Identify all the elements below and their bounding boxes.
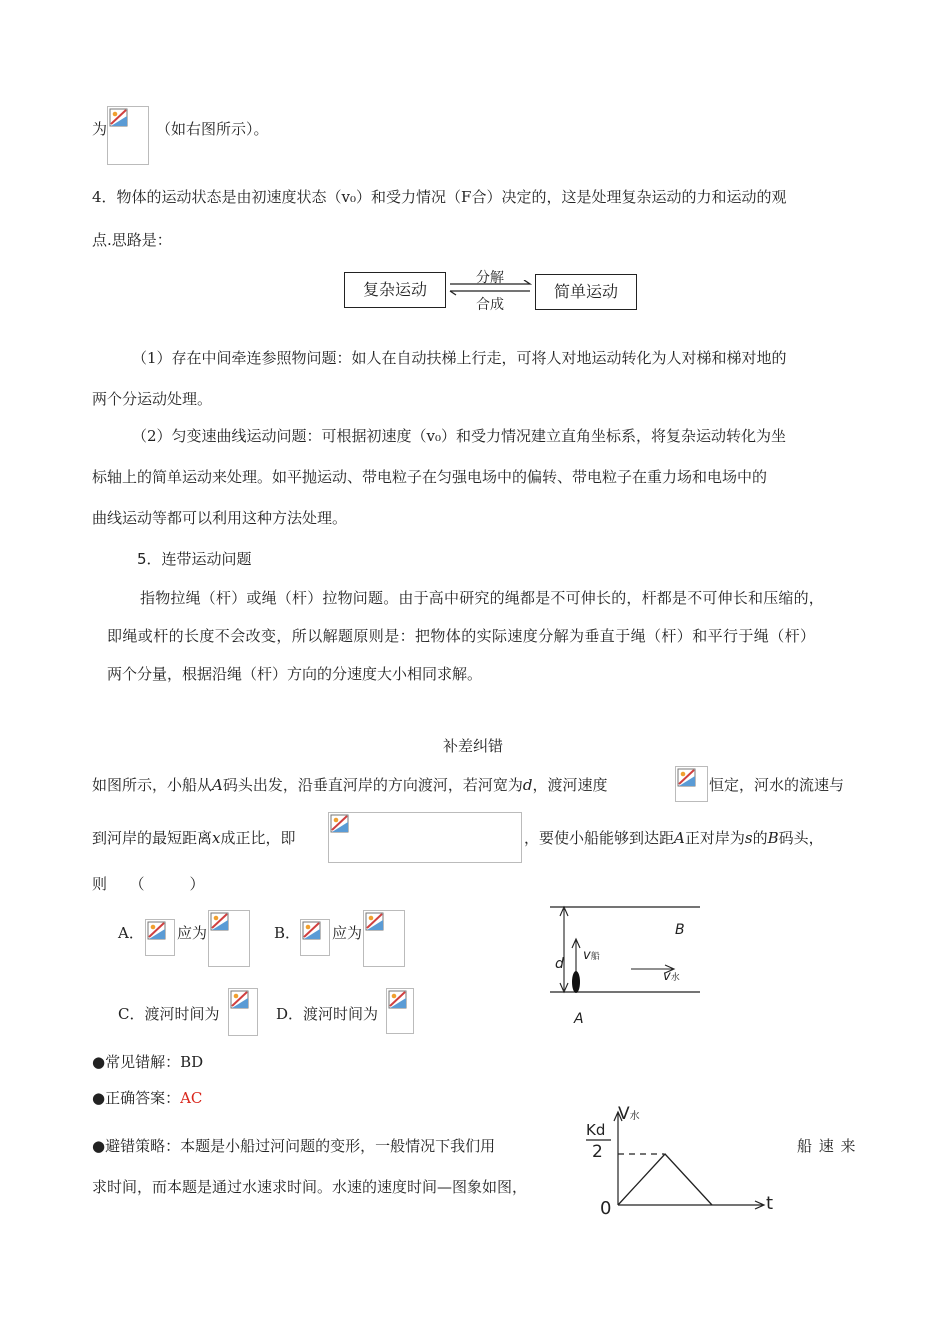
sec5-line1: 指物拉绳（杆）或绳（杆）拉物问题。由于高中研究的绳都是不可伸长的，杆都是不可伸长和压缩的， (140, 589, 825, 607)
flow-arrows-icon (444, 280, 536, 296)
item1-line1: （1）存在中间牵连参照物问题：如人在自动扶梯上行走，可将人对地运动转化为人对梯和梯对地的 (132, 349, 787, 367)
problem-line2-start: 到河岸的最短距离x成正比，即 (92, 829, 296, 847)
problem-line1: 如图所示，小船从A码头出发，沿垂直河岸的方向渡河，若河宽为d，渡河速度 (92, 776, 608, 794)
broken-image-icon (388, 990, 408, 1010)
strategy-line1: ●避错策略：本题是小船过河问题的变形，一般情况下我们用 (92, 1137, 496, 1155)
graph-y-label: V水 (618, 1104, 640, 1124)
river-label-d: d (555, 956, 564, 972)
river-label-vboat: v船 (583, 948, 600, 963)
option-b-label[interactable]: B． (274, 924, 301, 942)
option-c[interactable]: C．渡河时间为 (118, 1005, 220, 1023)
broken-image-icon (147, 921, 167, 941)
answer-line: ●正确答案：AC (92, 1089, 203, 1107)
option-a-text: 应为 (177, 924, 208, 942)
item2-line1: （2）匀变速曲线运动问题：可根据初速度（v₀）和受力情况建立直角坐标系，将复杂运动转化为坐 (132, 427, 787, 445)
formula-image (228, 988, 258, 1036)
formula-image (208, 910, 250, 967)
p4-line2: 点.思路是： (92, 231, 172, 249)
river-label-a: A (574, 1011, 584, 1027)
graph-triangle-line (618, 1154, 712, 1205)
flow-box-complex: 复杂运动 (344, 272, 446, 308)
broken-image-icon (677, 768, 697, 788)
problem-line3: 则 （ ） (92, 875, 205, 893)
problem-line2-end: ，要使小船能够到达距A正对岸为s的B码头， (524, 829, 824, 847)
sec5-title: 5．连带运动问题 (137, 550, 252, 568)
river-label-b: B (675, 922, 685, 938)
graph-fraction-denominator: 2 (592, 1142, 603, 1162)
problem-heading: 补差纠错 (443, 737, 504, 755)
formula-image (107, 106, 149, 165)
graph-fraction-numerator: Kd (586, 1121, 606, 1139)
river-label-vwater: v水 (663, 969, 680, 984)
intro-prefix: 为 (92, 120, 108, 138)
graph-x-label: t (766, 1193, 774, 1214)
sec5-line2: 即绳或杆的长度不会改变，所以解题原则是：把物体的实际速度分解为垂直于绳（杆）和平行于绳（杆） (107, 627, 816, 645)
errors-line: ●常见错解：BD (92, 1053, 204, 1071)
formula-image (386, 988, 414, 1034)
formula-image (675, 766, 708, 802)
broken-image-icon (210, 912, 230, 932)
strategy-line1-end: 船 速 来 (797, 1137, 857, 1155)
sec5-line3: 两个分量，根据沿绳（杆）方向的分速度大小相同求解。 (107, 665, 483, 683)
item1-line2: 两个分运动处理。 (92, 390, 213, 408)
flow-label-decompose: 分解 (476, 270, 504, 286)
option-b-text: 应为 (332, 924, 363, 942)
option-d[interactable]: D．渡河时间为 (276, 1005, 379, 1023)
graph-origin-label: 0 (600, 1198, 612, 1219)
broken-image-icon (302, 921, 322, 941)
river-diagram (545, 900, 705, 1000)
item2-line3: 曲线运动等都可以利用这种方法处理。 (92, 509, 348, 527)
velocity-time-graph (585, 1105, 785, 1220)
strategy-line2: 求时间，而本题是通过水速求时间。水速的速度时间—图象如图， (92, 1178, 528, 1196)
flow-box-simple: 简单运动 (535, 274, 637, 310)
formula-image (328, 812, 522, 863)
broken-image-icon (230, 990, 250, 1010)
p4-line1: 4．物体的运动状态是由初速度状态（v₀）和受力情况（F合）决定的，这是处理复杂运动的力和运动的观 (92, 188, 787, 206)
formula-image (145, 919, 175, 956)
option-a-label[interactable]: A． (118, 924, 144, 942)
formula-image (300, 919, 330, 956)
boat-icon (572, 971, 580, 993)
broken-image-icon (109, 108, 129, 128)
problem-line1-end: 恒定，河水的流速与 (709, 776, 845, 794)
intro-note: （如右图所示）。 (156, 120, 269, 138)
flow-label-compose: 合成 (476, 297, 504, 313)
item2-line2: 标轴上的简单运动来处理。如平抛运动、带电粒子在匀强电场中的偏转、带电粒子在重力场和电场中的 (92, 468, 768, 486)
broken-image-icon (330, 814, 350, 834)
broken-image-icon (365, 912, 385, 932)
formula-image (363, 910, 405, 967)
